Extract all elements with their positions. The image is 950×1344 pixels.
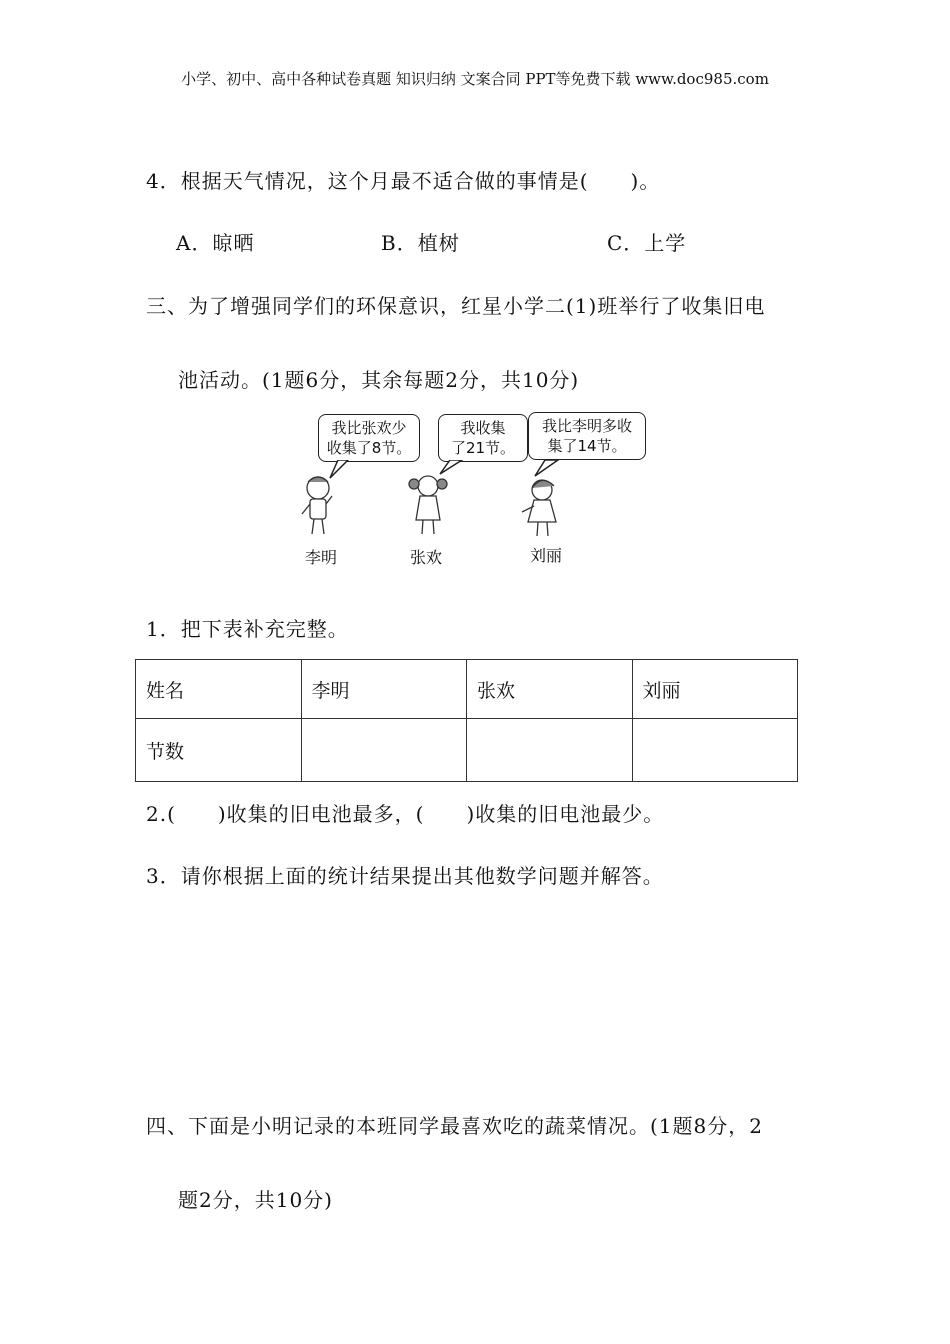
girl-figure-pigtails — [409, 476, 447, 534]
bubble-tail — [330, 460, 348, 478]
table-answer-cell[interactable] — [467, 719, 633, 782]
table-row — [136, 660, 798, 719]
section-4-title-cont: 题2分，共10分) — [178, 1188, 333, 1212]
section-4-title: 四、下面是小明记录的本班同学最喜欢吃的蔬菜情况。(1题8分，2 — [146, 1114, 763, 1138]
table-header-cell: 张欢 — [467, 660, 633, 719]
table-answer-cell[interactable] — [632, 719, 798, 782]
option-c: C．上学 — [607, 231, 687, 255]
question-3: 3．请你根据上面的统计结果提出其他数学问题并解答。 — [146, 864, 664, 888]
speech-text: 收集了8节。 — [326, 439, 412, 457]
table-answer-cell[interactable] — [301, 719, 467, 782]
name-liuli: 刘丽 — [530, 546, 563, 565]
question-1: 1．把下表补充完整。 — [146, 617, 349, 641]
bubble-tail — [535, 460, 558, 476]
name-zhanghuan: 张欢 — [410, 548, 443, 567]
table-header-cell: 姓名 — [136, 660, 302, 719]
speech-bubble-zhanghuan — [438, 414, 528, 462]
option-b: B．植树 — [381, 231, 460, 255]
girl-figure — [522, 480, 556, 536]
table-header-cell: 李明 — [301, 660, 467, 719]
speech-text: 我比张欢少 — [331, 419, 407, 437]
question-2: 2.( )收集的旧电池最多，( )收集的旧电池最少。 — [146, 802, 665, 826]
speech-text: 我比李明多收 — [541, 417, 632, 435]
section-3-title-cont: 池活动。(1题6分，其余每题2分，共10分) — [178, 368, 580, 392]
children-illustration — [290, 460, 670, 540]
battery-table — [135, 659, 798, 782]
boy-figure — [302, 477, 332, 534]
speech-text: 我收集 — [460, 419, 506, 437]
section-3-title: 三、为了增强同学们的环保意识，红星小学二(1)班举行了收集旧电 — [146, 294, 766, 318]
speech-text: 集了14节。 — [547, 437, 627, 455]
bubble-tail — [440, 460, 462, 474]
table-row — [136, 719, 798, 782]
page-header: 小学、初中、高中各种试卷真题 知识归纳 文案合同 PPT等免费下载 www.doc985.com — [181, 70, 769, 88]
question-4: 4．根据天气情况，这个月最不适合做的事情是( )。 — [146, 169, 661, 193]
table-header-cell: 刘丽 — [632, 660, 798, 719]
speech-bubble-liuli — [528, 412, 646, 460]
speech-bubble-liming — [318, 414, 420, 462]
option-a: A．晾晒 — [176, 231, 255, 255]
speech-text: 了21节。 — [450, 439, 516, 457]
table-row-label: 节数 — [136, 719, 302, 782]
name-liming: 李明 — [305, 548, 338, 567]
